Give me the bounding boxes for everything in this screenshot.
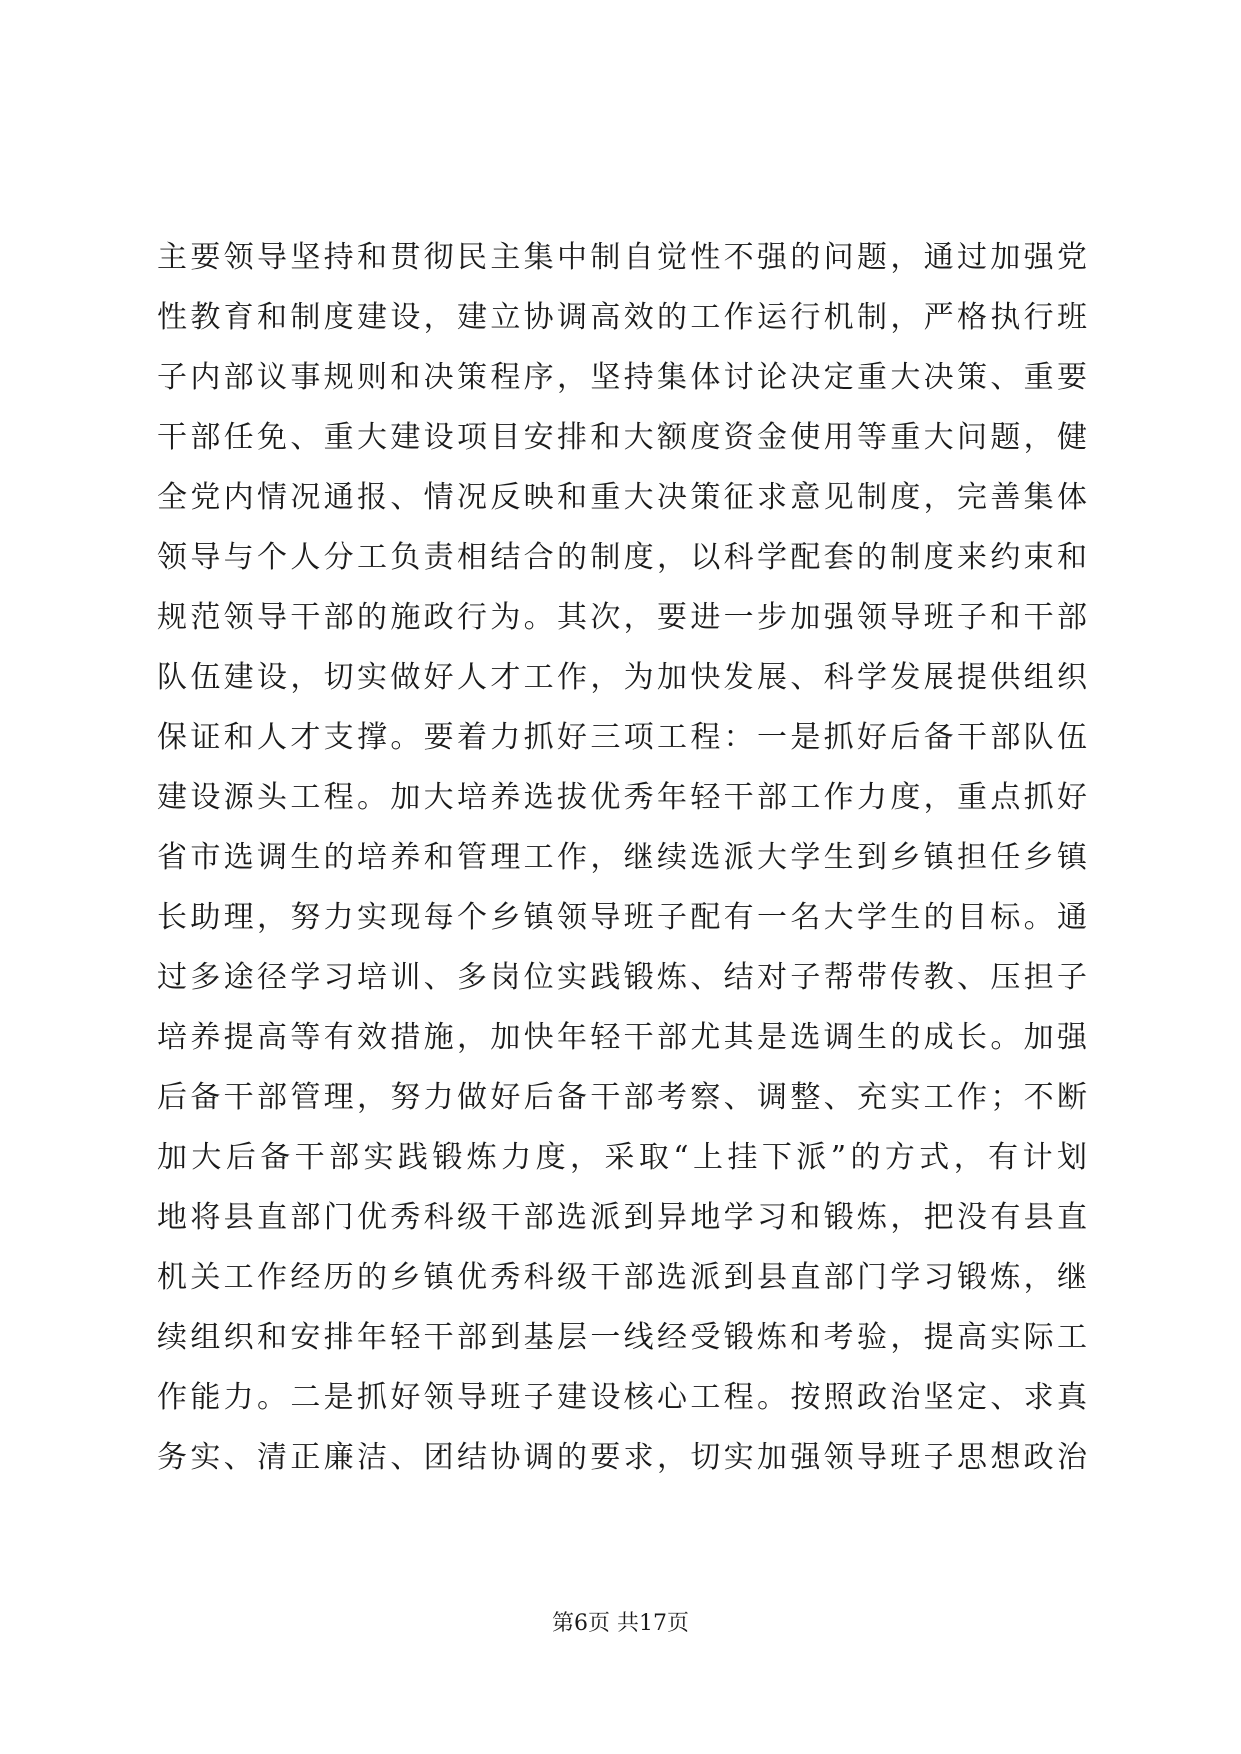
- text-line: 作能力。二是抓好领导班子建设核心工程。按照政治坚定、求真: [157, 1380, 1087, 1415]
- text-line: 过多途径学习培训、多岗位实践锻炼、结对子帮带传教、压担子: [157, 960, 1087, 995]
- text-line: 全党内情况通报、情况反映和重大决策征求意见制度，完善集体: [157, 480, 1087, 515]
- text-line: 机关工作经历的乡镇优秀科级干部选派到县直部门学习锻炼，继: [157, 1260, 1087, 1295]
- text-line: 长助理，努力实现每个乡镇领导班子配有一名大学生的目标。通: [157, 900, 1087, 935]
- text-line: 干部任免、重大建设项目安排和大额度资金使用等重大问题，健: [157, 420, 1087, 455]
- page-footer: 第6页 共17页: [552, 1611, 689, 1636]
- text-line: 子内部议事规则和决策程序，坚持集体讨论决定重大决策、重要: [157, 360, 1087, 395]
- text-line: 续组织和安排年轻干部到基层一线经受锻炼和考验，提高实际工: [157, 1320, 1087, 1355]
- text-line: 队伍建设，切实做好人才工作，为加快发展、科学发展提供组织: [157, 660, 1087, 695]
- text-line: 务实、清正廉洁、团结协调的要求，切实加强领导班子思想政治: [157, 1440, 1087, 1475]
- body-text: [157, 228, 1087, 1488]
- text-line: 主要领导坚持和贯彻民主集中制自觉性不强的问题，通过加强党: [157, 240, 1087, 275]
- text-line: 加大后备干部实践锻炼力度，采取“上挂下派”的方式，有计划: [157, 1140, 1087, 1175]
- text-line: 性教育和制度建设，建立协调高效的工作运行机制，严格执行班: [157, 300, 1087, 335]
- text-line: 培养提高等有效措施，加快年轻干部尤其是选调生的成长。加强: [157, 1020, 1087, 1055]
- text-line: 领导与个人分工负责相结合的制度，以科学配套的制度来约束和: [157, 540, 1087, 575]
- text-line: 后备干部管理，努力做好后备干部考察、调整、充实工作；不断: [157, 1080, 1087, 1115]
- text-line: 保证和人才支撑。要着力抓好三项工程：一是抓好后备干部队伍: [157, 720, 1087, 755]
- text-line: 地将县直部门优秀科级干部选派到异地学习和锻炼，把没有县直: [157, 1200, 1087, 1235]
- text-line: 省市选调生的培养和管理工作，继续选派大学生到乡镇担任乡镇: [157, 840, 1087, 875]
- text-line: 建设源头工程。加大培养选拔优秀年轻干部工作力度，重点抓好: [157, 780, 1087, 815]
- text-line: 规范领导干部的施政行为。其次，要进一步加强领导班子和干部: [157, 600, 1087, 635]
